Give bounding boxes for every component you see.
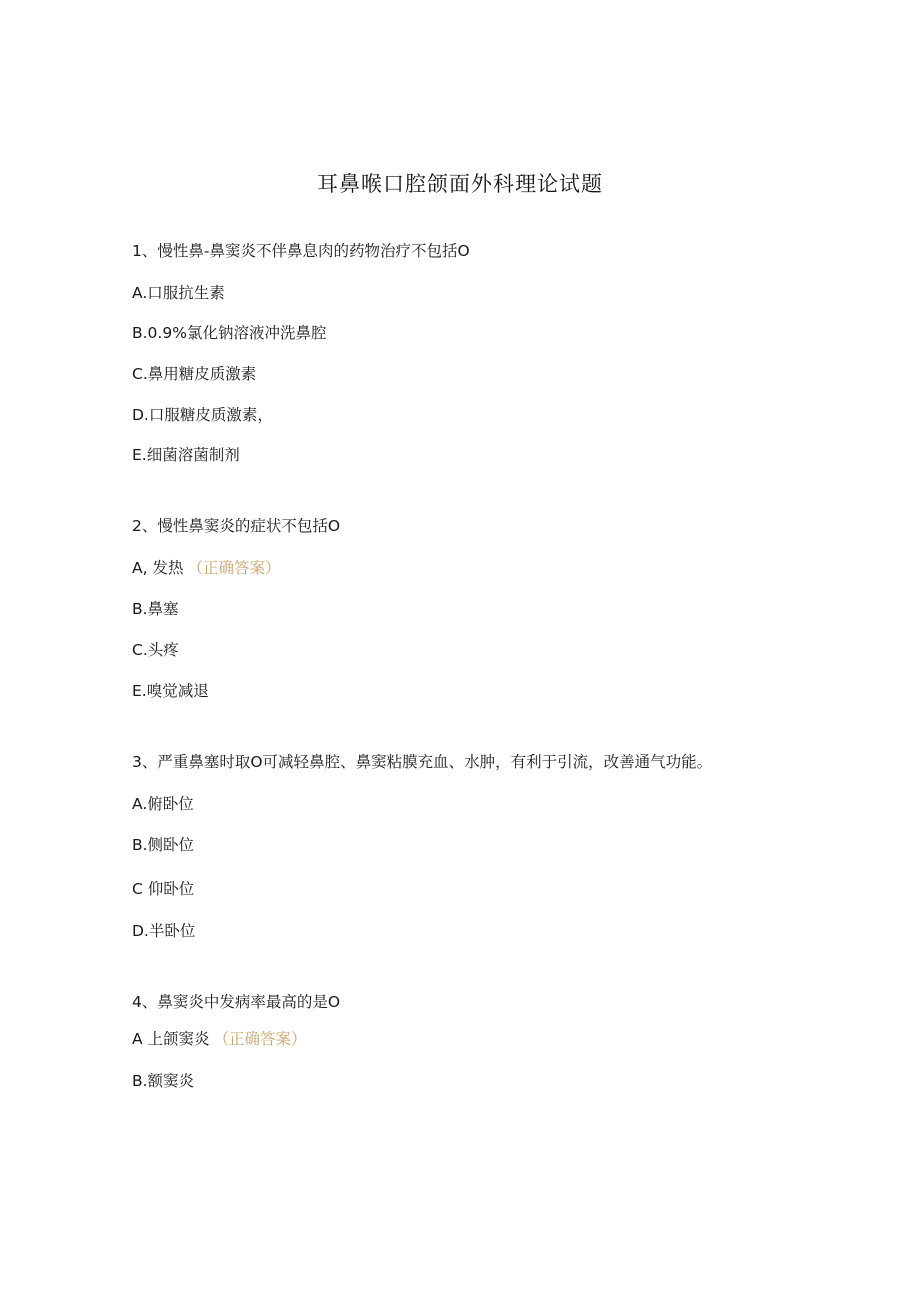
page-title: 耳鼻喉口腔颌面外科理论试题: [317, 172, 603, 196]
question-4-option-b: B.额窦炎: [132, 1072, 195, 1090]
question-2-stem: 2、慢性鼻窦炎的症状不包括O: [132, 517, 341, 535]
question-1-stem: 1、慢性鼻-鼻窦炎不伴鼻息肉的药物治疗不包括O: [132, 242, 470, 260]
question-3-option-c: C 仰卧位: [132, 880, 195, 898]
question-4-option-a-text: A 上颌窦炎: [132, 1030, 210, 1048]
question-2-option-a: [132, 558, 280, 578]
correct-answer-tag: （正确答案）: [213, 1030, 307, 1048]
question-2-option-a-text: A, 发热: [132, 559, 184, 577]
question-3-option-b: B.侧卧位: [132, 836, 195, 854]
question-2-option-c: C.头疼: [132, 641, 179, 659]
question-3-stem: 3、严重鼻塞时取O可减轻鼻腔、鼻窦粘膜充血、水肿，有利于引流，改善通气功能。: [132, 753, 713, 771]
question-3-option-a: A.俯卧位: [132, 795, 194, 813]
question-1-option-c: C.鼻用糖皮质激素: [132, 365, 257, 383]
question-4-option-a: [132, 1029, 307, 1049]
correct-answer-tag: （正确答案）: [187, 559, 281, 577]
question-1-option-a: A.口服抗生素: [132, 284, 225, 302]
question-2-option-b: B.鼻塞: [132, 600, 179, 618]
question-1-option-b: B.0.9%氯化钠溶液冲洗鼻腔: [132, 324, 327, 342]
question-4-stem: 4、鼻窦炎中发病率最高的是O: [132, 993, 341, 1011]
question-1-option-e: E.细菌溶菌制剂: [132, 446, 240, 464]
question-3-option-d: D.半卧位: [132, 922, 196, 940]
question-1-option-d: D.口服糖皮质激素，: [132, 406, 273, 424]
question-2-option-e: E.嗅觉减退: [132, 682, 209, 700]
